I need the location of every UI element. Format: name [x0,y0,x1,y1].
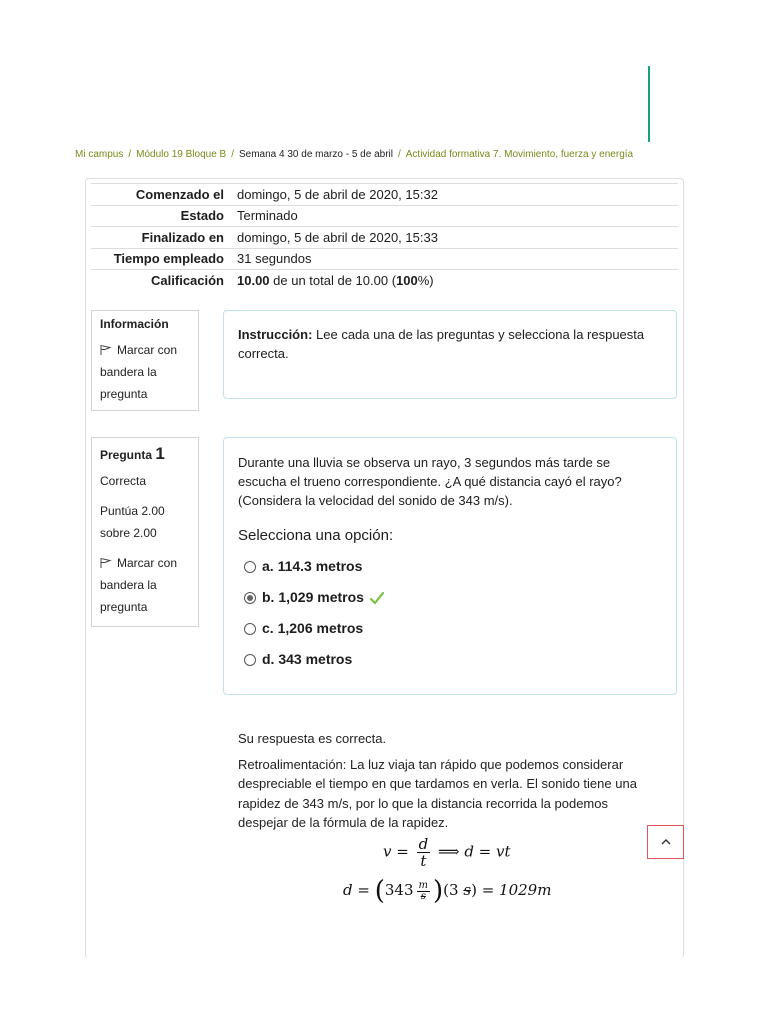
formula-unit [417,881,430,902]
formula-value: 3 [449,881,459,899]
formula-num: d [418,835,429,853]
summary-label: Calificación [151,273,224,289]
option-label: c. 1,206 metros [262,620,364,636]
summary-value: domingo, 5 de abril de 2020, 15:33 [237,229,438,245]
summary-row-time [91,249,678,271]
flag-label-line: pregunta [100,600,148,614]
breadcrumb-semana[interactable]: Semana 4 30 de marzo - 5 de abril [239,149,393,160]
flag-label-line: pregunta [100,387,148,401]
summary-value: domingo, 5 de abril de 2020, 15:32 [237,186,438,202]
formula-paren-small: ( [443,881,450,899]
check-icon [369,591,385,605]
flag-question-link[interactable] [100,339,190,361]
summary-label: Tiempo empleado [113,251,224,267]
summary-row-grade [91,270,678,292]
formula-distance [343,876,551,906]
formula-speed [383,836,511,869]
summary-row-started [91,184,678,206]
formula-cancel-s: s [463,881,472,899]
feedback-result: Su respuesta es correcta. [238,731,387,746]
summary-value [224,273,434,288]
summary-value: 31 segundos [237,251,312,267]
question-info-box [91,437,199,627]
question-points: Puntúa 2.00 [100,504,165,518]
option-label: d. 343 metros [262,651,353,667]
breadcrumb-separator: / [397,149,401,160]
formula-eq: = [396,842,409,861]
answer-option-a[interactable] [238,551,662,582]
feedback-text: Retroalimentación: La luz viaja tan rápido que podemos considerar despreciable el tiempo en que tardamos en verla. El sonido tiene una rapidez de 343 m/s, por lo que la distancia recorrida la podemos despejar de la fórmula de la rapidez. [238,756,637,830]
formula-den: t [420,852,427,870]
grade-percent: 100 [396,273,418,289]
formula-unit-num: m [418,879,429,891]
instruction-text: Lee cada una de las preguntas y selecciona la respuesta correcta. [238,327,645,361]
answer-option-b[interactable] [238,582,662,613]
radio-button[interactable] [244,623,256,635]
question-label: Pregunta [100,448,153,462]
question-text: Durante una lluvia se observa un rayo, 3 segundos más tarde se escucha el trueno correspondiente. ¿A qué distancia cayó el rayo? (Considera la velocidad del sonido de 343 m/s). [238,455,622,508]
breadcrumb-mi-campus[interactable]: Mi campus [75,149,124,160]
summary-label: Comenzado el [135,186,224,202]
grade-end: %) [417,273,434,289]
question-number [100,444,190,464]
summary-label: Estado [180,208,224,224]
feedback-section [238,729,658,839]
answer-option-c[interactable] [238,613,662,644]
question-content-box [223,437,677,695]
formula-value: 343 [384,881,414,899]
attempt-summary-table [91,183,678,292]
option-label: a. 114.3 metros [262,558,363,574]
flag-label-line: bandera la [100,578,157,592]
question-points: sobre 2.00 [100,526,157,540]
question-number-value: 1 [155,444,165,463]
radio-button[interactable] [244,654,256,666]
chevron-up-icon [660,838,672,846]
information-info-box [91,310,199,411]
breadcrumb-modulo[interactable]: Módulo 19 Bloque B [136,149,227,160]
summary-row-state [91,206,678,228]
header-divider [648,66,650,142]
formula-rhs: d = vt [464,842,511,861]
option-label: b. 1,029 metros [262,589,364,605]
breadcrumb-actividad[interactable]: Actividad formativa 7. Movimiento, fuerza y energía [405,149,634,160]
grade-total: de un total de 10.00 ( [269,273,397,289]
summary-label: Finalizado en [141,229,224,245]
flag-icon [100,557,112,569]
formula-unit-den: s [420,890,426,902]
formula-fraction [417,836,431,869]
flag-label: Marcar con [117,343,178,357]
summary-value: Terminado [237,208,298,224]
flag-icon [100,344,112,356]
flag-label-line: bandera la [100,365,157,379]
summary-row-finished [91,227,678,249]
answer-option-d[interactable] [238,644,662,675]
instruction-label: Instrucción: [238,327,313,342]
formula-rhs: = 1029m [481,881,552,899]
radio-button[interactable] [244,561,256,573]
formula-paren: ) [433,876,444,906]
scroll-to-top-button[interactable] [647,825,684,859]
breadcrumb-separator: / [128,149,132,160]
grade-score: 10.00 [237,273,270,289]
radio-button-selected[interactable] [244,592,256,604]
instruction-box [223,310,677,399]
info-title: Información [100,317,169,331]
formula-arrow: ⟹ [438,842,460,861]
answer-prompt: Selecciona una opción: [238,527,394,544]
formula-lhs: d = [343,881,370,899]
formula-paren-small: ) [471,881,477,899]
breadcrumb-separator: / [231,149,234,160]
formula-paren: ( [374,876,385,906]
flag-question-link[interactable] [100,552,190,574]
breadcrumb [75,149,633,160]
question-state: Correcta [100,474,147,488]
formula-var: v [383,842,392,861]
flag-label: Marcar con [117,556,178,570]
